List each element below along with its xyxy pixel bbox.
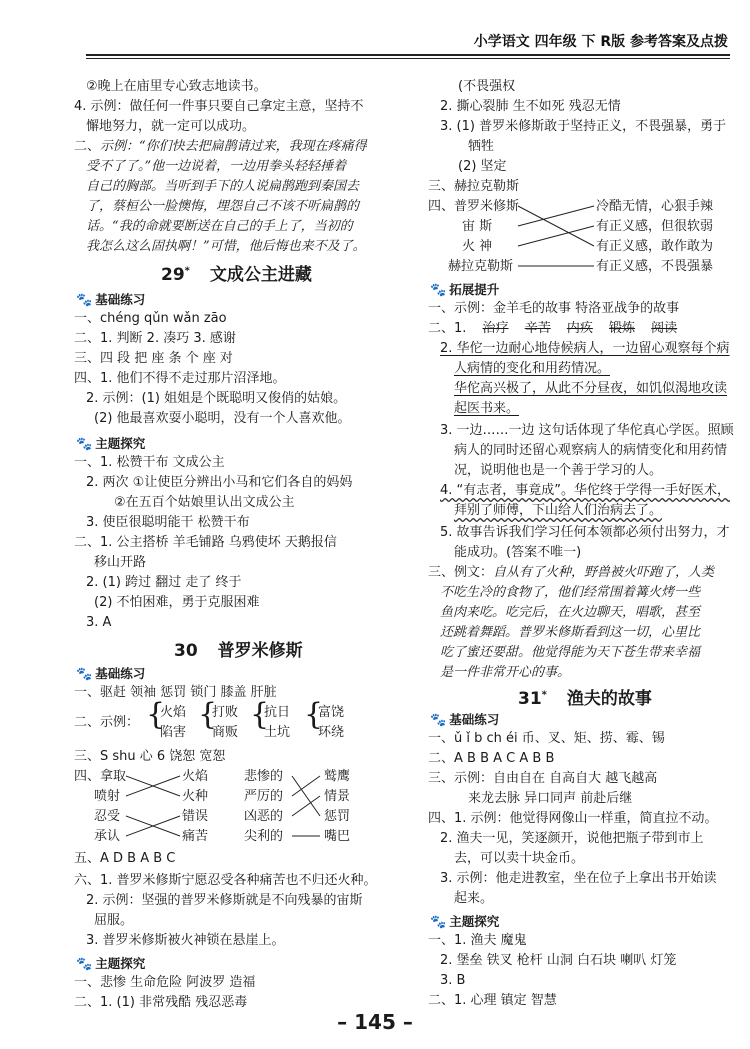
text-line: 一、示例：金羊毛的故事 特洛亚战争的故事 [428,301,680,316]
text-line: (2) 不怕困难，勇于克服困难 [94,595,260,610]
text-line: 华佗高兴极了，从此不分昼夜，如饥似渴地攻读 [454,381,728,396]
text-line: 了，蔡桓公一脸懊悔，埋怨自己不该不听扁鹊的 [86,199,360,214]
text-line: 三、赫拉克勒斯 [428,179,520,194]
brace-icon: { [198,697,218,732]
text-line: 能成功。(答案不唯一) [454,545,582,560]
paw-icon: 🐾 [430,713,447,728]
paw-icon: 🐾 [430,283,447,298]
word-item: 富饶 [318,705,345,720]
text-line: 拜别了师傅，下山给人们治病去了。 [454,503,663,518]
text-line: 一、ǔ ǐ b ch éi 币、叉、矩、捞、霉、锡 [428,731,665,746]
word-item: 土坑 [264,725,291,740]
match-left: 宙 斯 [462,219,493,234]
text-line: 4. 示例：做任何一件事只要自己拿定主意，坚持不 [74,99,364,114]
text-line: 二、示例： [74,715,140,730]
lesson-name: 普罗米修斯 [217,641,303,661]
text-line: 懈地努力，就一定可以成功。 [86,119,256,134]
lesson-title [174,636,303,661]
lesson-name: 文成公主进藏 [209,265,312,285]
text-line: ②晚上在庙里专心致志地读书。 [86,79,267,94]
text-line: (2) 坚定 [458,159,507,174]
text-line: 鱼肉来吃。吃完后，在火边聊天，唱歌，甚至 [440,605,701,620]
word-item: 商贩 [212,725,239,740]
match-right: 惩罚 [324,809,351,824]
text-line: ②在五百个姑娘里认出文成公主 [114,495,295,510]
text-line: 一、悲惨 生命危险 阿波罗 造福 [74,975,256,990]
section-heading [430,710,499,728]
section-label: 主题探究 [449,914,500,929]
word-item: 陷害 [160,725,187,740]
match-right: 有正义感，敢作敢为 [596,239,714,254]
text-line: 二、1. (1) 非常残酷 残忍恶毒 [74,995,248,1010]
match-lines [514,198,604,278]
match-left: 四、普罗米修斯 [428,199,520,214]
brace-icon: { [304,697,324,732]
text-line: 3. 普罗米修斯被火神锁在悬崖上。 [86,933,285,948]
text-line: 二、1. 判断 2. 凑巧 3. 感谢 [74,331,236,346]
word-item: 内疚 [566,321,593,336]
text-line: 起来。 [454,891,494,906]
header-rule-thin [86,58,730,59]
word-item: 辛苦 [524,321,551,336]
lesson-number: 29 [161,265,185,285]
match-mid2: 尖利的 [244,829,284,844]
text-line: 2. 撕心裂肺 生不如死 残忍无情 [440,99,621,114]
text-line: 4. “有志者，事竟成”。华佗终于学得一手好医术， [440,483,731,498]
word-item: 打败 [212,705,239,720]
match-right: 鹫鹰 [324,769,351,784]
section-heading [430,912,499,930]
text-line: 3. 一边……一边 这句话体现了华佗真心学医。照顾 [440,423,734,438]
text-line: 2. (1) 跨过 翻过 走了 终于 [86,575,242,590]
text-line: 是一件非常开心的事。 [440,665,571,680]
text-line: 二、1. 公主搭桥 羊毛铺路 乌鸦使坏 天鹅报信 [74,535,337,550]
paw-icon: 🐾 [76,293,93,308]
text-line: 六、1. 普罗米修斯宁愿忍受各种痛苦也不归还火种。 [74,873,377,888]
match-lines [126,768,186,848]
text-line: 四、1. 他们不得不走过那片沼泽地。 [74,371,286,386]
word-item: 锻炼 [609,321,636,336]
match-mid: 火焰 [182,769,209,784]
text-line: 自己的胸部。当听到手下的人说扁鹊跑到秦国去 [86,179,360,194]
text-line: (2) 他最喜欢耍小聪明，没有一个人喜欢他。 [94,411,351,426]
text-line: 3. 示例：他走进教室，坐在位子上拿出书开始读 [440,871,717,886]
text-line: 起医书来。 [454,401,520,416]
match-left: 承认 [94,829,121,844]
match-left: 喷射 [94,789,121,804]
section-heading [76,434,145,452]
match-mid2: 严厉的 [244,789,284,804]
lesson-number: 30 [174,641,198,661]
lesson-name: 渔夫的故事 [566,689,652,709]
paw-icon: 🐾 [76,437,93,452]
text-line: 话。“我的命就要断送在自己的手上了，当初的 [86,219,353,234]
paw-icon: 🐾 [76,667,93,682]
label: 二、1. [428,321,467,336]
text-line [74,138,367,155]
text-line: 移山开路 [94,555,147,570]
match-right: 情景 [324,789,351,804]
text-line: 2. 华佗一边耐心地侍候病人，一边留心观察每个病 [440,341,730,356]
match-left: 忍受 [94,809,121,824]
brace-icon: { [250,697,270,732]
page-header [0,0,750,58]
section-heading [76,290,145,308]
word-item: 阅读 [651,321,678,336]
match-mid2: 悲惨的 [244,769,284,784]
text-line: 人病情的变化和用药情况。 [454,361,611,376]
text-line: 二、1. 心理 镇定 智慧 [428,993,557,1008]
text-line: 3. 使臣很聪明能干 松赞干布 [86,515,250,530]
paw-icon: 🐾 [430,915,447,930]
section-label: 基础练习 [95,666,146,681]
match-mid: 火种 [182,789,209,804]
text-line: 三、四 段 把 座 条 个 座 对 [74,351,233,366]
section-label: 基础练习 [95,292,146,307]
text-line: 一、1. 松赞干布 文成公主 [74,455,225,470]
text-line: 牺牲 [468,139,495,154]
match-mid2: 凶恶的 [244,809,284,824]
lesson-number: 31 [518,689,542,709]
match-mid: 错误 [182,809,209,824]
text-line: 屈服。 [94,913,134,928]
match-right: 嘴巴 [324,829,351,844]
word-item: 治疗 [482,321,509,336]
text-line: 3. B [440,973,466,988]
lesson-title [161,260,312,285]
text-line: 去，可以卖十块金币。 [454,851,585,866]
section-heading [430,280,499,298]
header-title: 小学语文 四年级 下 R版 参考答案及点拨 [473,34,728,50]
brace-icon: { [146,697,166,732]
word-item: 火焰 [160,705,187,720]
match-left: 赫拉克勒斯 [448,259,514,274]
text-line: 不吃生冷的食物了，他们经常围着篝火烤一些 [440,585,701,600]
text-line: (不畏强权 [458,79,516,94]
match-mid: 痛苦 [182,829,209,844]
text-line: 病人的同时还留心观察病人的病情变化和用药情 [454,443,728,458]
text-line: 四、1. 示例：他觉得网像山一样重，简直拉不动。 [428,811,718,826]
text-line: 五、A D B A B C [74,851,176,866]
word-item: 环绕 [318,725,345,740]
lesson-star: * [184,265,190,277]
match-right: 有正义感，不畏强暴 [596,259,714,274]
text-line: 2. 堡垒 铁叉 枪杆 山洞 白石块 喇叭 灯笼 [440,953,677,968]
text-line: 2. 示例：(1) 姐姐是个既聪明又俊俏的姑娘。 [86,391,347,406]
text-line: 三、S shu 心 6 饶恕 宽恕 [74,749,226,764]
section-heading [76,664,145,682]
text-line: 2. 两次 ①让使臣分辨出小马和它们各自的妈妈 [86,475,353,490]
match-left: 四、拿取 [74,769,127,784]
text-line: 2. 渔夫一见，笑逐颜开，说他把瓶子带到市上 [440,831,704,846]
page-number: – 145 – [337,1010,413,1034]
sample-text: 示例：“你们快去把扁鹊请过来，我现在疼痛得 [100,139,367,154]
text-line: 3. A [86,615,112,630]
text-line: 3. (1) 普罗米修斯敢于坚持正义，不畏强暴，勇于 [440,119,727,134]
text-line: 二、A B B A C A B B [428,751,555,766]
lesson-title [518,684,652,709]
section-label: 主题探究 [95,436,146,451]
text-line: 一、1. 渔夫 魔鬼 [428,933,527,948]
text-line: 三、示例：自由自在 自高自大 越飞越高 [428,771,658,786]
section-label: 拓展提升 [449,282,500,297]
header-rule [86,54,730,56]
section-heading [76,954,145,972]
text-line [428,564,714,581]
pinyin-line: 一、chéng qǔn wǎn zāo [74,311,227,326]
text-line: 来龙去脉 异口同声 前赴后继 [468,791,633,806]
text-line: 况，说明他也是一个善于学习的人。 [454,463,663,478]
label: 三、例文： [428,565,494,580]
text-line: 吃了蜜还要甜。他觉得能为天下苍生带来幸福 [440,645,701,660]
text-line [428,320,677,337]
lesson-star: * [541,689,547,701]
match-right: 有正义感，但很软弱 [596,219,714,234]
text-line: 受不了了。”他一边说着，一边用拳头轻轻捶着 [86,159,347,174]
label: 二、 [74,139,101,154]
text-line: 5. 故事告诉我们学习任何本领都必须付出努力，才 [440,525,730,540]
word-item: 抗日 [264,705,291,720]
sample-text: 自从有了火种，野兽被火吓跑了，人类 [493,565,715,580]
paw-icon: 🐾 [76,957,93,972]
text-line: 我怎么这么固执啊！”可惜，他后悔也来不及了。 [86,239,366,254]
match-right: 冷酷无情，心狠手辣 [596,199,714,214]
match-left: 火 神 [462,239,493,254]
section-label: 基础练习 [449,712,500,727]
section-label: 主题探究 [95,956,146,971]
text-line: 一、驱赶 领袖 惩罚 锁门 膝盖 肝脏 [74,685,277,700]
text-line: 2. 示例：坚强的普罗米修斯就是不向残暴的宙斯 [86,893,363,908]
text-line: 还跳着舞蹈。普罗米修斯看到这一切，心里比 [440,625,701,640]
